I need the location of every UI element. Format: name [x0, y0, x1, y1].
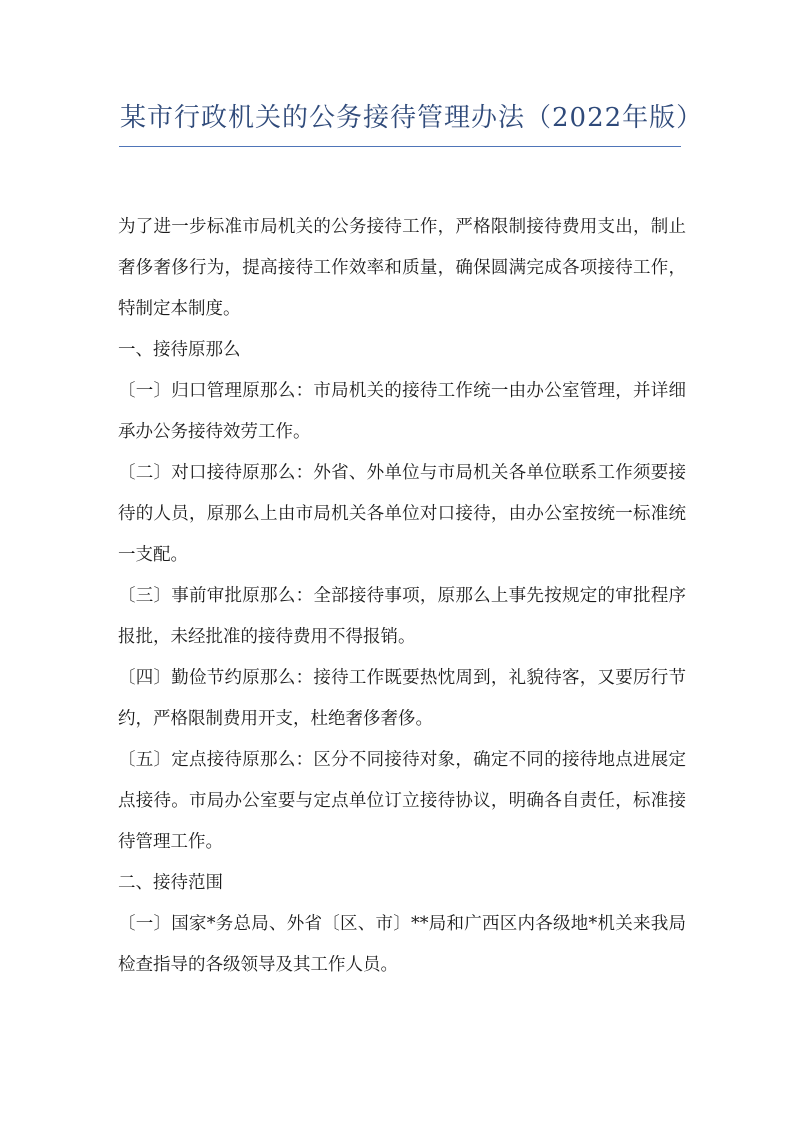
title-underline — [119, 146, 681, 147]
document-title: 某市行政机关的公务接待管理办法（2022年版） — [120, 103, 704, 133]
principle-paragraph: 〔三〕事前审批原那么：全部接待事项，原那么上事先按规定的审批程序报批，未经批准的接待费用不得报销。 — [118, 586, 686, 647]
section-heading-scope: 二、接待范围 — [118, 873, 223, 893]
principle-paragraph: 〔二〕对口接待原那么：外省、外单位与市局机关各单位联系工作须要接待的人员，原那么上由市局机关各单位对口接待，由办公室按统一标准统一支配。 — [118, 463, 686, 565]
intro-paragraph: 为了进一步标准市局机关的公务接待工作，严格限制接待费用支出，制止奢侈奢侈行为，提高接待工作效率和质量，确保圆满完成各项接待工作，特制定本制度。 — [118, 217, 686, 319]
document-body — [118, 207, 686, 986]
principle-paragraph: 〔一〕归口管理原那么：市局机关的接待工作统一由办公室管理，并详细承办公务接待效劳工作。 — [118, 381, 686, 442]
principle-paragraph: 〔五〕定点接待原那么：区分不同接待对象，确定不同的接待地点进展定点接待。市局办公室要与定点单位订立接待协议，明确各自责任，标准接待管理工作。 — [118, 750, 686, 852]
scope-paragraph: 〔一〕国家*务总局、外省〔区、市〕**局和广西区内各级地*机关来我局检查指导的各级领导及其工作人员。 — [118, 914, 686, 975]
section-heading-principles: 一、接待原那么 — [118, 340, 241, 360]
principle-paragraph: 〔四〕勤俭节约原那么：接待工作既要热忱周到，礼貌待客，又要厉行节约，严格限制费用开支，杜绝奢侈奢侈。 — [118, 668, 686, 729]
